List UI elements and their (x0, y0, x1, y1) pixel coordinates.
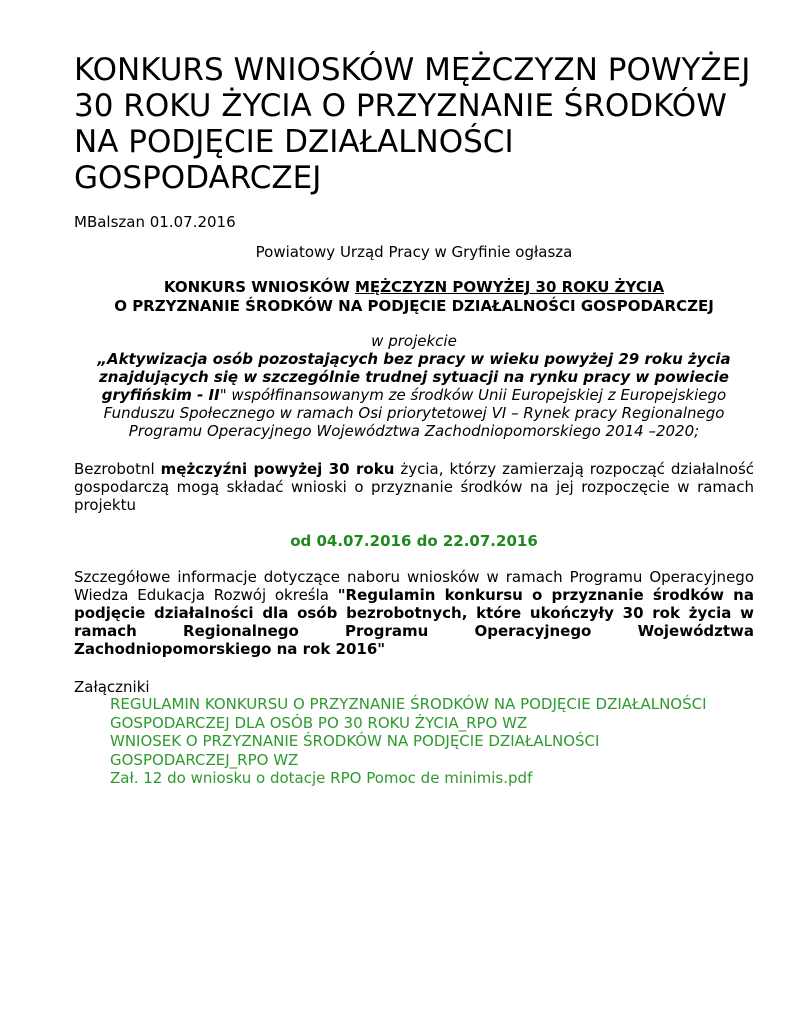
submission-dates: od 04.07.2016 do 22.07.2016 (290, 532, 538, 550)
contest-heading (74, 278, 754, 316)
announcement: Powiatowy Urząd Pracy w Gryfinie ogłasza (255, 243, 573, 261)
project-name: „Aktywizacja osób pozostających bez pracy w wieku powyżej 29 roku życia znajdujących się w szczególnie trudnej sytuacji na rynku pracy w powiecie gryfińskim - II (97, 350, 731, 404)
details-paragraph (74, 568, 754, 658)
heading-line1-underlined: MĘŻCZYZN POWYŻEJ 30 ROKU ŻYCIA (354, 278, 665, 296)
attachments-list (110, 695, 750, 788)
project-description (74, 332, 754, 440)
para1-bold: mężczyźni powyżej 30 roku (160, 460, 395, 478)
project-intro: w projekcie (371, 332, 457, 350)
heading-line1-plain: KONKURS WNIOSKÓW (163, 278, 355, 296)
project-rest: " współfinansowanym ze środków Unii Europejskiej z Europejskiego Funduszu Społecznego w ramach Osi priorytetowej VI – Rynek pracy Regionalnego Programu Operacyjnego Województwa Zachodniopomorskiego 2014 –2020; (103, 386, 727, 440)
eligibility-paragraph (74, 460, 754, 514)
attachment-link-regulamin[interactable]: REGULAMIN KONKURSU O PRZYZNANIE ŚRODKÓW NA PODJĘCIE DZIAŁALNOŚCI GOSPODARCZEJ DLA OSÓB PO 30 ROKU ŻYCIA_RPO WZ (110, 695, 707, 732)
page-title: KONKURS WNIOSKÓW MĘŻCZYZN POWYŻEJ 30 ROKU ŻYCIA O PRZYZNANIE ŚRODKÓW NA PODJĘCIE DZIAŁALNOŚCI GOSPODARCZEJ (74, 52, 751, 196)
attachment-link-zal12[interactable]: Zał. 12 do wniosku o dotacje RPO Pomoc de minimis.pdf (110, 769, 533, 787)
attachment-link-wniosek[interactable]: WNIOSEK O PRZYZNANIE ŚRODKÓW NA PODJĘCIE DZIAŁALNOŚCI GOSPODARCZEJ_RPO WZ (110, 732, 600, 769)
para2-start: Szczegółowe informacje dotyczące naboru wniosków w ramach Programu Operacyjnego Wiedza Edukacja Rozwój określa (74, 568, 754, 604)
heading-line2: O PRZYZNANIE ŚRODKÓW NA PODJĘCIE DZIAŁALNOŚCI GOSPODARCZEJ (114, 297, 714, 315)
para1-end: życia, którzy zamierzają rozpocząć działalność gospodarczą mogą składać wnioski o przyznanie środków na jej rozpoczęcie w ramach projektu (74, 460, 755, 514)
author-date: MBalszan 01.07.2016 (74, 213, 236, 231)
attachments-label: Załączniki (74, 678, 150, 696)
para1-start: Bezrobotnl (74, 460, 161, 478)
para2-bold: "Regulamin konkursu o przyznanie środków na podjęcie działalności dla osób bezrobotnych, które ukończyły 30 rok życia w ramach Regionalnego Programu Operacyjnego Województwa Zachodniopomorskiego na rok 2016" (74, 586, 754, 658)
